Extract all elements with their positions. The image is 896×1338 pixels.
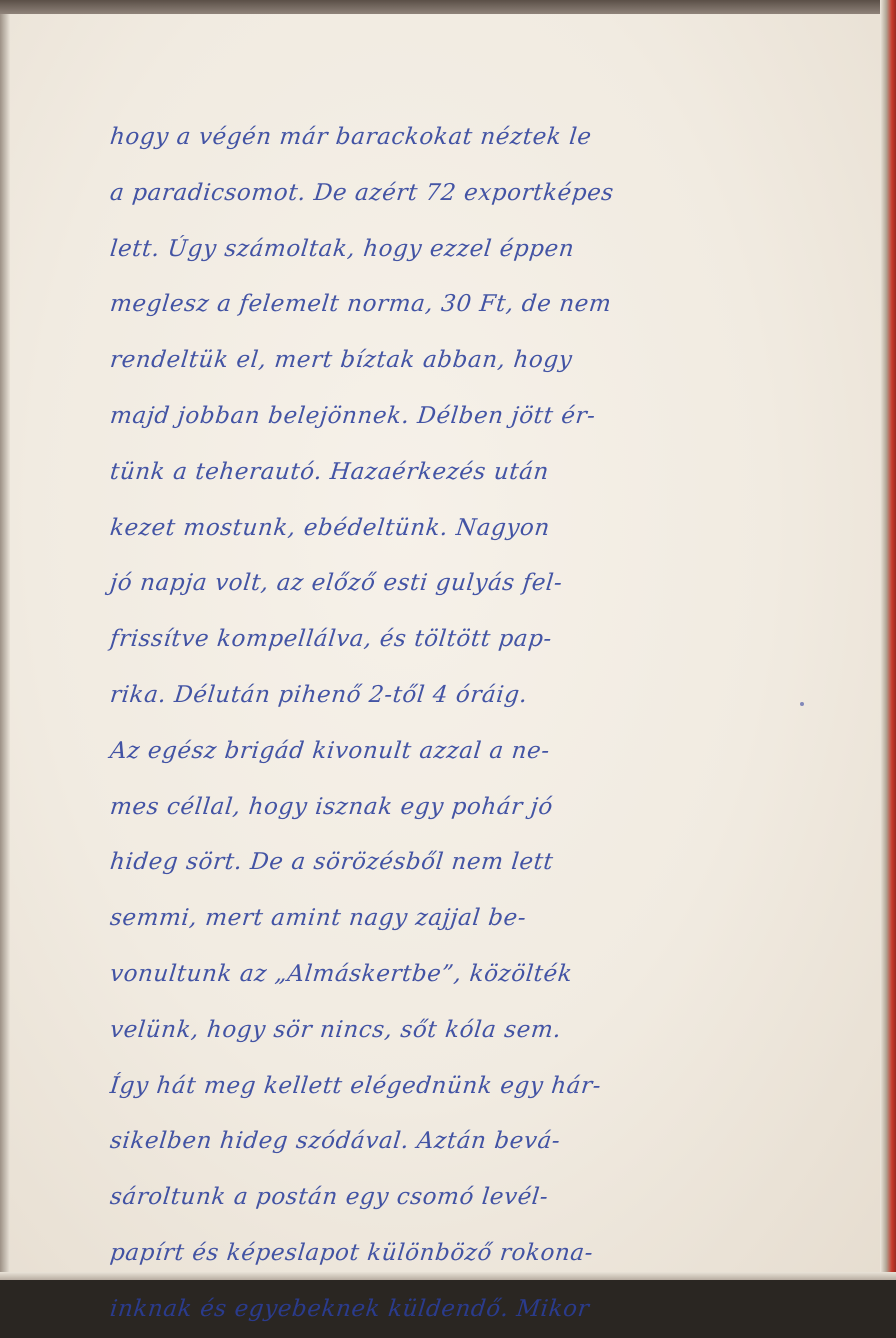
- handwritten-line: jó napja volt, az előző esti gulyás fel-: [108, 570, 564, 597]
- handwritten-line: inknak és egyebeknek küldendő. Mikor: [108, 1295, 591, 1322]
- handwritten-line: sároltunk a postán egy csomó levél-: [108, 1184, 550, 1211]
- handwritten-line: rendeltük el, mert bíztak abban, hogy: [108, 347, 574, 374]
- handwritten-line: frissítve kompellálva, és töltött pap-: [108, 626, 554, 653]
- handwritten-line: a paradicsomot. De azért 72 exportképes: [108, 179, 616, 206]
- handwritten-line: mes céllal, hogy isznak egy pohár jó: [108, 793, 555, 820]
- handwritten-line: semmi, mert amint nagy zajjal be-: [108, 905, 528, 932]
- handwritten-line: kezet mostunk, ebédeltünk. Nagyon: [108, 514, 552, 541]
- handwritten-text: [110, 110, 830, 1338]
- handwritten-line: velünk, hogy sör nincs, sőt kóla sem.: [108, 1016, 563, 1043]
- handwritten-line: sikelben hideg szódával. Aztán bevá-: [108, 1128, 562, 1155]
- page-top-shadow: [0, 0, 896, 14]
- handwritten-line: Az egész brigád kivonult azzal a ne-: [108, 737, 552, 764]
- handwritten-line: hogy a végén már barackokat néztek le: [108, 124, 593, 150]
- notebook-binding-edge: [880, 0, 896, 1280]
- notebook-page: [10, 14, 880, 1322]
- handwritten-line: rika. Délután pihenő 2-től 4 óráig.: [108, 681, 529, 708]
- handwritten-line: Így hát meg kellett elégednünk egy hár-: [108, 1072, 603, 1099]
- handwritten-line: tünk a teherautó. Hazaérkezés után: [108, 458, 551, 485]
- handwritten-line: vonultunk az „Almáskertbe”, közölték: [108, 960, 574, 987]
- handwritten-line: lett. Úgy számoltak, hogy ezzel éppen: [108, 235, 576, 262]
- ink-dot: [800, 702, 804, 706]
- handwritten-line: meglesz a felemelt norma, 30 Ft, de nem: [108, 291, 613, 318]
- handwritten-line: papírt és képeslapot különböző rokona-: [108, 1239, 595, 1266]
- handwritten-line: hideg sört. De a sörözésből nem lett: [108, 849, 555, 876]
- page-left-shadow: [0, 14, 10, 1280]
- handwritten-line: majd jobban belejönnek. Délben jött ér-: [108, 402, 597, 429]
